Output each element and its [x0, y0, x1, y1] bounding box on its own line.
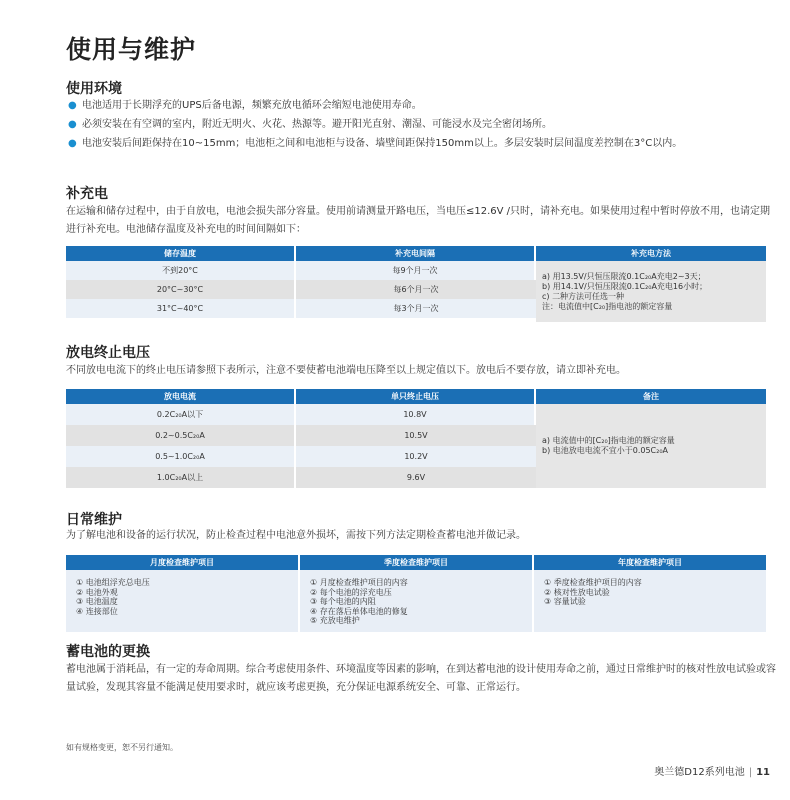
table-header: 年度检查维护项目	[534, 555, 766, 570]
table-cell: 0.2C₂₀A以下	[66, 404, 296, 425]
recharge-method-note: a) 用13.5V/只恒压限流0.1C₂₀A充电2~3天； b) 用14.1V/只恒压限流0.1C₂₀A充电16小时； c) 二种方法可任选一种 注：电流值中[C₂₀]指电池的额定容量	[536, 261, 766, 322]
usage-bullet: ● 必须安装在有空调的室内，附近无明火、火花、热源等。避开阳光直射、潮湿、可能浸水及完全密闭场所。	[68, 119, 552, 130]
table-cell: 每3个月一次	[296, 299, 536, 318]
discharge-note: a) 电流值中的[C₂₀]指电池的额定容量 b) 电池放电电流不宜小于0.05C₂₀A	[536, 404, 766, 488]
discharge-table	[66, 389, 766, 488]
table-cell: 10.2V	[296, 446, 536, 467]
maintenance-paragraph: 为了解电池和设备的运行状况，防止检查过程中电池意外损坏，需按下列方法定期检查蓄电池并做记录。	[66, 530, 526, 541]
table-cell: 9.6V	[296, 467, 536, 488]
table-cell: 20°C~30°C	[66, 280, 296, 299]
table-header: 季度检查维护项目	[300, 555, 534, 570]
table-row	[66, 261, 766, 280]
bullet-dot-icon: ●	[68, 100, 77, 111]
usage-bullet-list	[66, 99, 766, 156]
table-header: 补充电方法	[536, 246, 766, 261]
table-cell: 31°C~40°C	[66, 299, 296, 318]
table-header: 单只终止电压	[296, 389, 536, 404]
table-cell: 1.0C₂₀A以上	[66, 467, 296, 488]
table-cell: 不到20°C	[66, 261, 296, 280]
usage-heading: 使用环境	[66, 81, 122, 97]
bullet-dot-icon: ●	[68, 119, 77, 130]
recharge-table	[66, 246, 766, 322]
table-cell: 10.5V	[296, 425, 536, 446]
monthly-items: ① 电池组浮充总电压 ② 电池外观 ③ 电池温度 ④ 连接部位	[66, 570, 300, 632]
table-row	[66, 570, 766, 632]
table-header: 储存温度	[66, 246, 296, 261]
bullet-dot-icon: ●	[68, 138, 77, 149]
table-header: 备注	[536, 389, 766, 404]
table-header: 放电电流	[66, 389, 296, 404]
replacement-heading: 蓄电池的更换	[66, 644, 150, 660]
quarterly-items: ① 月度检查维护项目的内容 ② 每个电池的浮充电压 ③ 每个电池的内阻 ④ 存在落后单体电池的修复 ⑤ 充放电维护	[300, 570, 534, 632]
table-cell: 每9个月一次	[296, 261, 536, 280]
table-header: 补充电间隔	[296, 246, 536, 261]
yearly-items: ① 季度检查维护项目的内容 ② 核对性放电试验 ③ 容量试验	[534, 570, 766, 632]
discharge-paragraph: 不同放电电流下的终止电压请参照下表所示，注意不要使蓄电池端电压降至以上规定值以下。放电后不要存放，请立即补充电。	[66, 365, 626, 376]
replacement-paragraph: 蓄电池属于消耗品，有一定的寿命周期。综合考虑使用条件、环境温度等因素的影响，在到达蓄电池的设计使用寿命之前，通过日常维护时的核对性放电试验或容量试验，发现其容量不能满足使用要求时，就应该考虑更换，充分保证电源系统安全、可靠、正常运行。	[66, 664, 776, 693]
footer-separator: |	[748, 767, 753, 778]
page-number: 11	[756, 767, 770, 778]
footnote: 如有规格变更，恕不另行通知。	[66, 743, 178, 752]
table-cell: 每6个月一次	[296, 280, 536, 299]
maintenance-table	[66, 555, 766, 632]
table-row	[66, 404, 766, 425]
recharge-paragraph: 在运输和储存过程中，由于自放电，电池会损失部分容量。使用前请测量开路电压，当电压≤12.6V /只时，请补充电。如果使用过程中暂时停放不用，也请定期进行补充电。电池储存温度及补充电的时间间隔如下：	[66, 206, 771, 235]
usage-bullet: ● 电池安装后间距保持在10~15mm；电池柜之间和电池柜与设备、墙壁间距保持150mm以上。多层安装时层间温度差控制在3°C以内。	[68, 138, 683, 149]
usage-bullet: ● 电池适用于长期浮充的UPS后备电源，频繁充放电循环会缩短电池使用寿命。	[68, 100, 422, 111]
page-title: 使用与维护	[66, 35, 197, 64]
table-cell: 0.5~1.0C₂₀A	[66, 446, 296, 467]
recharge-heading: 补充电	[66, 186, 108, 202]
table-cell: 0.2~0.5C₂₀A	[66, 425, 296, 446]
table-cell: 10.8V	[296, 404, 536, 425]
table-header: 月度检查维护项目	[66, 555, 300, 570]
page-footer	[654, 763, 770, 778]
series-name: 奥兰德D12系列电池	[654, 767, 745, 778]
discharge-heading: 放电终止电压	[66, 345, 150, 361]
maintenance-heading: 日常维护	[66, 512, 122, 528]
